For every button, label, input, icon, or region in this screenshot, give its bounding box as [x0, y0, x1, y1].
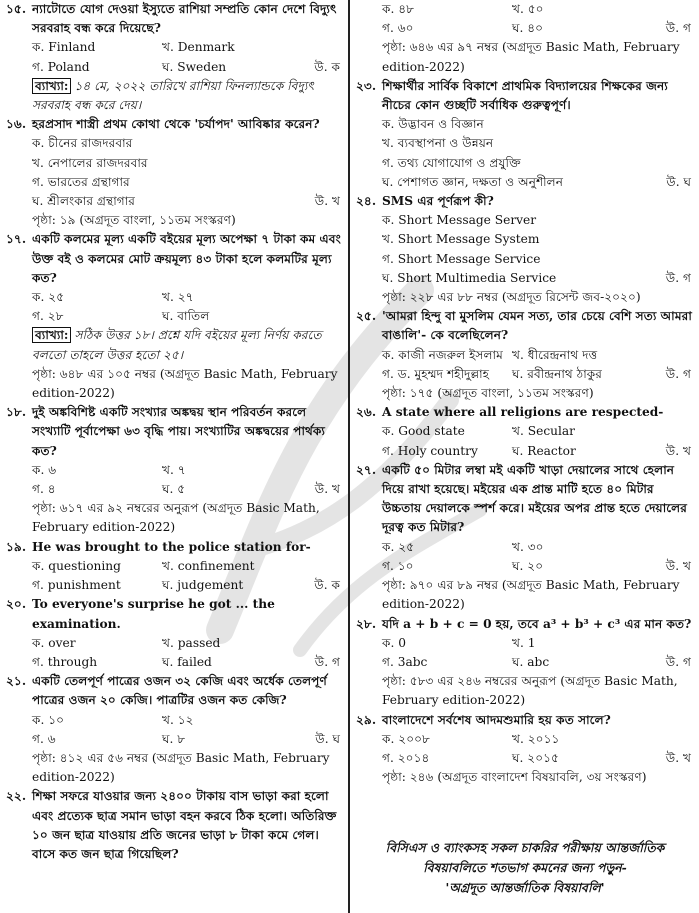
page-reference: পৃষ্ঠা: ৬৪৬ এর ৯৭ নম্বর (অগ্রদূত Basic Math, February edition-2022)	[382, 40, 680, 74]
question-text	[6, 672, 342, 710]
option: ক. ২৫	[32, 290, 65, 305]
option: ক. উদ্ভাবন ও বিজ্ঞান	[382, 117, 484, 132]
option-row	[6, 192, 342, 211]
option: ক. questioning	[32, 558, 121, 573]
question-number: ২২.	[6, 789, 27, 804]
question-body: একটি ৫০ মিটার লম্বা মই একটি খাড়া দেয়ালের সাথে হেলান দিয়ে রাখা হয়েছে। মইয়ের এক প্রান্ত মাটি হতে ৪০ মিটার উচ্চতায় দেয়ালকে স্পর্শ করে। মইয়ের অপর প্রান্ত হতে দেয়ালের দূরত্ব কত মিটার?	[382, 462, 687, 535]
answer-key: উ. ঘ	[315, 731, 340, 746]
question-body: একটি কলমের মূল্য একটি বইয়ের মূল্য অপেক্ষা ৭ টাকা কম এবং উক্ত বই ও কলমের মোট ক্রয়মূল্য ৪৩ টাকা হলে কলমটির মূল্য কত?	[32, 232, 341, 285]
question-text	[356, 307, 693, 345]
answer-key: উ. খ	[314, 194, 340, 209]
option: গ. Short Message Service	[382, 251, 541, 266]
page-reference: পৃষ্ঠা: ৪১২ এর ৫৬ নম্বর (অগ্রদূত Basic Math, February edition-2022)	[32, 750, 330, 785]
option: ঘ. abc	[512, 654, 550, 669]
question-body: A state where all religions are respected-	[382, 405, 664, 420]
question-block	[6, 538, 342, 596]
option: গ. through	[32, 654, 98, 669]
page-reference: পৃষ্ঠা: ৬১৭ এর ৯২ নম্বরের অনুরূপ (অগ্রদূত Basic Math, February edition-2022)	[32, 501, 320, 535]
page-reference: পৃষ্ঠা: ২৪৬ (অগ্রদূত বাংলাদেশ বিষয়াবলি, ৩য় সংস্করণ)	[382, 770, 647, 785]
option: ঘ. Sweden	[162, 59, 227, 74]
option: ক. কাজী নজরুল ইসলাম	[382, 347, 503, 362]
question-text	[6, 0, 342, 38]
option-row	[356, 269, 693, 288]
option-row	[356, 0, 693, 19]
question-block	[356, 461, 693, 615]
question-block	[356, 0, 693, 77]
option-row	[356, 365, 693, 384]
page-reference: পৃষ্ঠা: ১৯ (অগ্রদূত বাংলা, ১১তম সংস্করণ)	[32, 213, 236, 228]
option: গ. 3abc	[382, 654, 428, 669]
option: গ. ২০১৪	[382, 750, 430, 765]
option-row	[6, 307, 342, 326]
option-row	[356, 634, 693, 653]
question-block	[356, 307, 693, 403]
option: ঘ. Short Multimedia Service	[382, 270, 557, 285]
answer-key: উ. গ	[665, 270, 691, 285]
option: গ. তথ্য যোগাযোগ ও প্রযুক্তি	[382, 155, 521, 170]
option: খ. ২৭	[162, 290, 194, 305]
option: খ. Denmark	[162, 40, 235, 55]
question-body: যদি a + b + c = 0 হয়, তবে a³ + b³ + c³ এর মান কত?	[382, 616, 692, 631]
question-block	[356, 403, 693, 461]
option: ক. Finland	[32, 40, 96, 55]
footer-line-1: বিসিএস ও ব্যাংকসহ সকল চাকরির পরীক্ষায় আন্তর্জাতিক	[385, 840, 665, 855]
question-body: He was brought to the police station for-	[32, 539, 311, 554]
promo-footer	[360, 838, 690, 898]
question-block	[356, 615, 693, 711]
option: ঘ. Reactor	[512, 443, 576, 458]
option: খ. ৩০	[512, 539, 544, 554]
option: ঘ. ২০১৫	[512, 750, 559, 765]
question-number: ১৫.	[6, 2, 27, 16]
page-reference: পৃষ্ঠা: ২২৮ এর ৮৮ নম্বর (অগ্রদূত রিসেন্ট জব-২০২০)	[382, 290, 641, 305]
option-row	[356, 538, 693, 557]
explanation	[6, 326, 342, 364]
answer-key: উ. ক	[314, 59, 340, 74]
option: খ. confinement	[162, 558, 255, 573]
question-text	[356, 615, 693, 634]
option: ঘ. ৮	[162, 731, 186, 746]
option: গ. ভারতের গ্রন্থাগার	[32, 174, 130, 189]
option: গ. ৬	[32, 731, 56, 746]
option-row	[356, 557, 693, 576]
option: গ. Holy country	[382, 443, 478, 458]
question-block	[6, 672, 342, 787]
option: খ. ব্যবস্থাপনা ও উন্নয়ন	[382, 136, 494, 151]
option: ক. চীনের রাজদরবার	[32, 136, 133, 151]
explanation-label: ব্যাখ্যা:	[32, 327, 71, 343]
question-number: ২৭.	[356, 462, 377, 477]
question-text	[356, 192, 693, 211]
question-number: ১৯.	[6, 539, 27, 554]
option: গ. ২৮	[32, 309, 64, 324]
option-row	[356, 749, 693, 768]
option: ক. ১০	[32, 712, 65, 727]
answer-key: উ. খ	[665, 558, 691, 573]
option: গ. ড. মুহম্মদ শহীদুল্লাহ	[382, 366, 490, 381]
option: গ. punishment	[32, 578, 121, 593]
option: খ. ২০১১	[512, 731, 560, 746]
option: ক. over	[32, 635, 76, 650]
question-body: শিক্ষা সফরে যাওয়ার জন্য ২৪০০ টাকায় বাস ভাড়া করা হলো এবং প্রত্যেক ছাত্র সমান ভাড়া বহন করবে ঠিক হলো। অতিরিক্ত ১০ জন ছাত্র যাওয়ায় প্রতি জনের ভাড়া ৮ টাকা কমে গেল। বাসে কত জন ছাত্র গিয়েছিল?	[32, 789, 337, 861]
option: গ. ৬০	[382, 21, 414, 36]
option: ক. ৪৮	[382, 2, 415, 16]
question-number: ২৬.	[356, 405, 377, 420]
question-block	[356, 192, 693, 307]
option-row	[356, 19, 693, 38]
question-text	[6, 595, 342, 633]
option: ক. 0	[382, 635, 407, 650]
right-column	[356, 0, 693, 787]
option: ক. ২০০৮	[382, 731, 430, 746]
option-row	[6, 557, 342, 576]
question-block	[6, 115, 342, 230]
option-row	[356, 442, 693, 461]
question-text	[356, 77, 693, 115]
option: ক. Good state	[382, 424, 465, 439]
answer-key: উ. খ	[314, 482, 340, 497]
option-row	[6, 711, 342, 730]
question-body: 'আমরা হিন্দু বা মুসলিম যেমন সত্য, তার চেয়ে বেশি সত্য আমরা বাঙালি'- কে বলেছিলেন?	[382, 309, 692, 343]
question-number: ২৫.	[356, 309, 377, 324]
option: ঘ. judgement	[162, 578, 244, 593]
option: ঘ. failed	[162, 654, 212, 669]
option-row	[356, 730, 693, 749]
page-reference: পৃষ্ঠা: ১৭৫ (অগ্রদূত বাংলা, ১১তম সংস্করণ)	[382, 386, 594, 401]
option: ঘ. বাতিল	[162, 309, 210, 324]
left-column	[6, 0, 342, 864]
question-number: ২৪.	[356, 194, 377, 209]
column-divider	[348, 0, 350, 913]
option: গ. Poland	[32, 59, 90, 74]
option: খ. passed	[162, 635, 221, 650]
question-block	[6, 595, 342, 672]
option: ঘ. ২০	[512, 558, 544, 573]
question-body: একটি তেলপূর্ণ পাত্রের ওজন ৩২ কেজি এবং অর্ধেক তেলপূর্ণ পাত্রের ওজন ২০ কেজি। পাত্রটির ওজন কত কেজি?	[32, 674, 327, 708]
option-row	[356, 653, 693, 672]
question-block	[6, 230, 342, 403]
question-body: দুই অঙ্কবিশিষ্ট একটি সংখ্যার অঙ্কদ্বয় স্থান পরিবর্তন করলে সংখ্যাটি পূর্বাপেক্ষা ৬৩ বৃদ্ধি পায়। সংখ্যাটির অঙ্কদ্বয়ের পার্থক্য কত?	[32, 405, 325, 458]
explanation-text: ১৪ মে, ২০২২ তারিখে রাশিয়া ফিনল্যান্ডকে বিদ্যুৎ সরবরাহ বন্ধ করে দেয়।	[32, 78, 314, 113]
question-text	[356, 403, 693, 422]
page-reference: পৃষ্ঠা: ৫৮৩ এর ২৪৬ নম্বরের অনুরূপ (অগ্রদূত Basic Math, February edition-2022)	[382, 674, 678, 708]
page-reference: পৃষ্ঠা: ৯৭০ এর ৮৯ নম্বর (অগ্রদূত Basic Math, February edition-2022)	[382, 578, 680, 612]
question-text	[356, 461, 693, 538]
option: খ. ১২	[162, 712, 194, 727]
question-body: বাংলাদেশে সর্বশেষ আদমশুমারি হয় কত সালে?	[382, 712, 611, 727]
option-row	[6, 288, 342, 307]
footer-line-3: 'অগ্রদূত আন্তর্জাতিক বিষয়াবলি'	[445, 880, 605, 895]
question-block	[6, 403, 342, 537]
option: ক. ২৫	[382, 539, 415, 554]
question-number: ২৯.	[356, 712, 377, 727]
question-number: ১৮.	[6, 405, 27, 420]
question-text	[6, 115, 342, 134]
option-row	[6, 576, 342, 595]
answer-key: উ. গ	[665, 654, 691, 669]
answer-key: উ. ক	[314, 578, 340, 593]
option: ঘ. শ্রীলংকার গ্রন্থাগার	[32, 194, 136, 209]
option-row	[356, 346, 693, 365]
footer-line-2: বিষয়াবলিতে শতভাগ কমনের জন্য পড়ুন-	[423, 860, 627, 875]
explanation	[6, 77, 342, 115]
question-number: ২০.	[6, 597, 27, 612]
option: গ. ৪	[32, 482, 56, 497]
question-body: হরপ্রসাদ শাস্ত্রী প্রথম কোথা থেকে 'চর্যাপদ' আবিষ্কার করেন?	[32, 117, 320, 132]
question-text	[6, 538, 342, 557]
answer-key: উ. খ	[665, 443, 691, 458]
option-row	[356, 173, 693, 192]
answer-key: উ. গ	[665, 21, 691, 36]
option: ক. ৬	[32, 462, 57, 477]
option: ঘ. ৪০	[512, 21, 544, 36]
question-body: শিক্ষার্থীর সার্বিক বিকাশে প্রাথমিক বিদ্যালয়ের শিক্ষকের জন্য নীচের কোন গুচ্ছটি সর্বাধিক গুরুত্বপূর্ণ।	[382, 78, 668, 113]
question-number: ২১.	[6, 674, 27, 689]
question-block	[356, 711, 693, 788]
option: খ. নেপালের রাজদরবার	[32, 155, 148, 170]
answer-key: উ. খ	[665, 750, 691, 765]
option: ঘ. পেশাগত জ্ঞান, দক্ষতা ও অনুশীলন	[382, 174, 564, 189]
option: ক. Short Message Server	[382, 213, 537, 228]
option: খ. ধীরেন্দ্রনাথ দত্ত	[512, 347, 598, 362]
option: খ. ৭	[162, 462, 186, 477]
question-number: ১৬.	[6, 117, 27, 132]
question-number: ১৭.	[6, 232, 27, 247]
question-body: SMS এর পূর্ণরূপ কী?	[382, 194, 494, 209]
explanation-text: সঠিক উত্তর ১৮। প্রশ্নে যদি বইয়ের মূল্য নির্ণয় করতে বলতো তাহলে উত্তর হতো ২৫।	[32, 328, 322, 362]
option-row	[6, 38, 342, 57]
question-text	[6, 787, 342, 864]
option: খ. 1	[512, 635, 536, 650]
question-block	[6, 0, 342, 115]
question-number: ২৮.	[356, 616, 377, 631]
answer-key: উ. গ	[665, 366, 691, 381]
option-row	[6, 461, 342, 480]
option-row	[6, 58, 342, 77]
option: ঘ. রবীন্দ্রনাথ ঠাকুর	[512, 366, 602, 381]
page-reference: পৃষ্ঠা: ৬৪৮ এর ১০৫ নম্বর (অগ্রদূত Basic Math, February edition-2022)	[32, 366, 338, 401]
question-body: ন্যাটোতে যোগ দেওয়া ইস্যুতে রাশিয়া সম্প্রতি কোন দেশে বিদ্যুৎ সরবরাহ বন্ধ করে দিয়েছে?	[32, 2, 337, 36]
option-row	[6, 634, 342, 653]
option-row	[6, 730, 342, 749]
option: খ. Secular	[512, 424, 575, 439]
option: ঘ. ৫	[162, 482, 186, 497]
question-text	[356, 711, 693, 730]
answer-key: উ. ঘ	[666, 174, 691, 189]
option: গ. ১০	[382, 558, 414, 573]
question-text	[6, 403, 342, 461]
question-body: To everyone's surprise he got ... the examination.	[32, 597, 275, 631]
option-row	[6, 480, 342, 499]
option-row	[6, 653, 342, 672]
answer-key: উ. গ	[314, 654, 340, 669]
explanation-label: ব্যাখ্যা:	[32, 78, 71, 94]
question-block	[356, 77, 693, 192]
option-row	[356, 422, 693, 441]
question-number: ২৩.	[356, 78, 377, 93]
question-block	[6, 787, 342, 864]
option: খ. ৫০	[512, 2, 544, 16]
question-text	[6, 230, 342, 288]
option: খ. Short Message System	[382, 232, 540, 247]
